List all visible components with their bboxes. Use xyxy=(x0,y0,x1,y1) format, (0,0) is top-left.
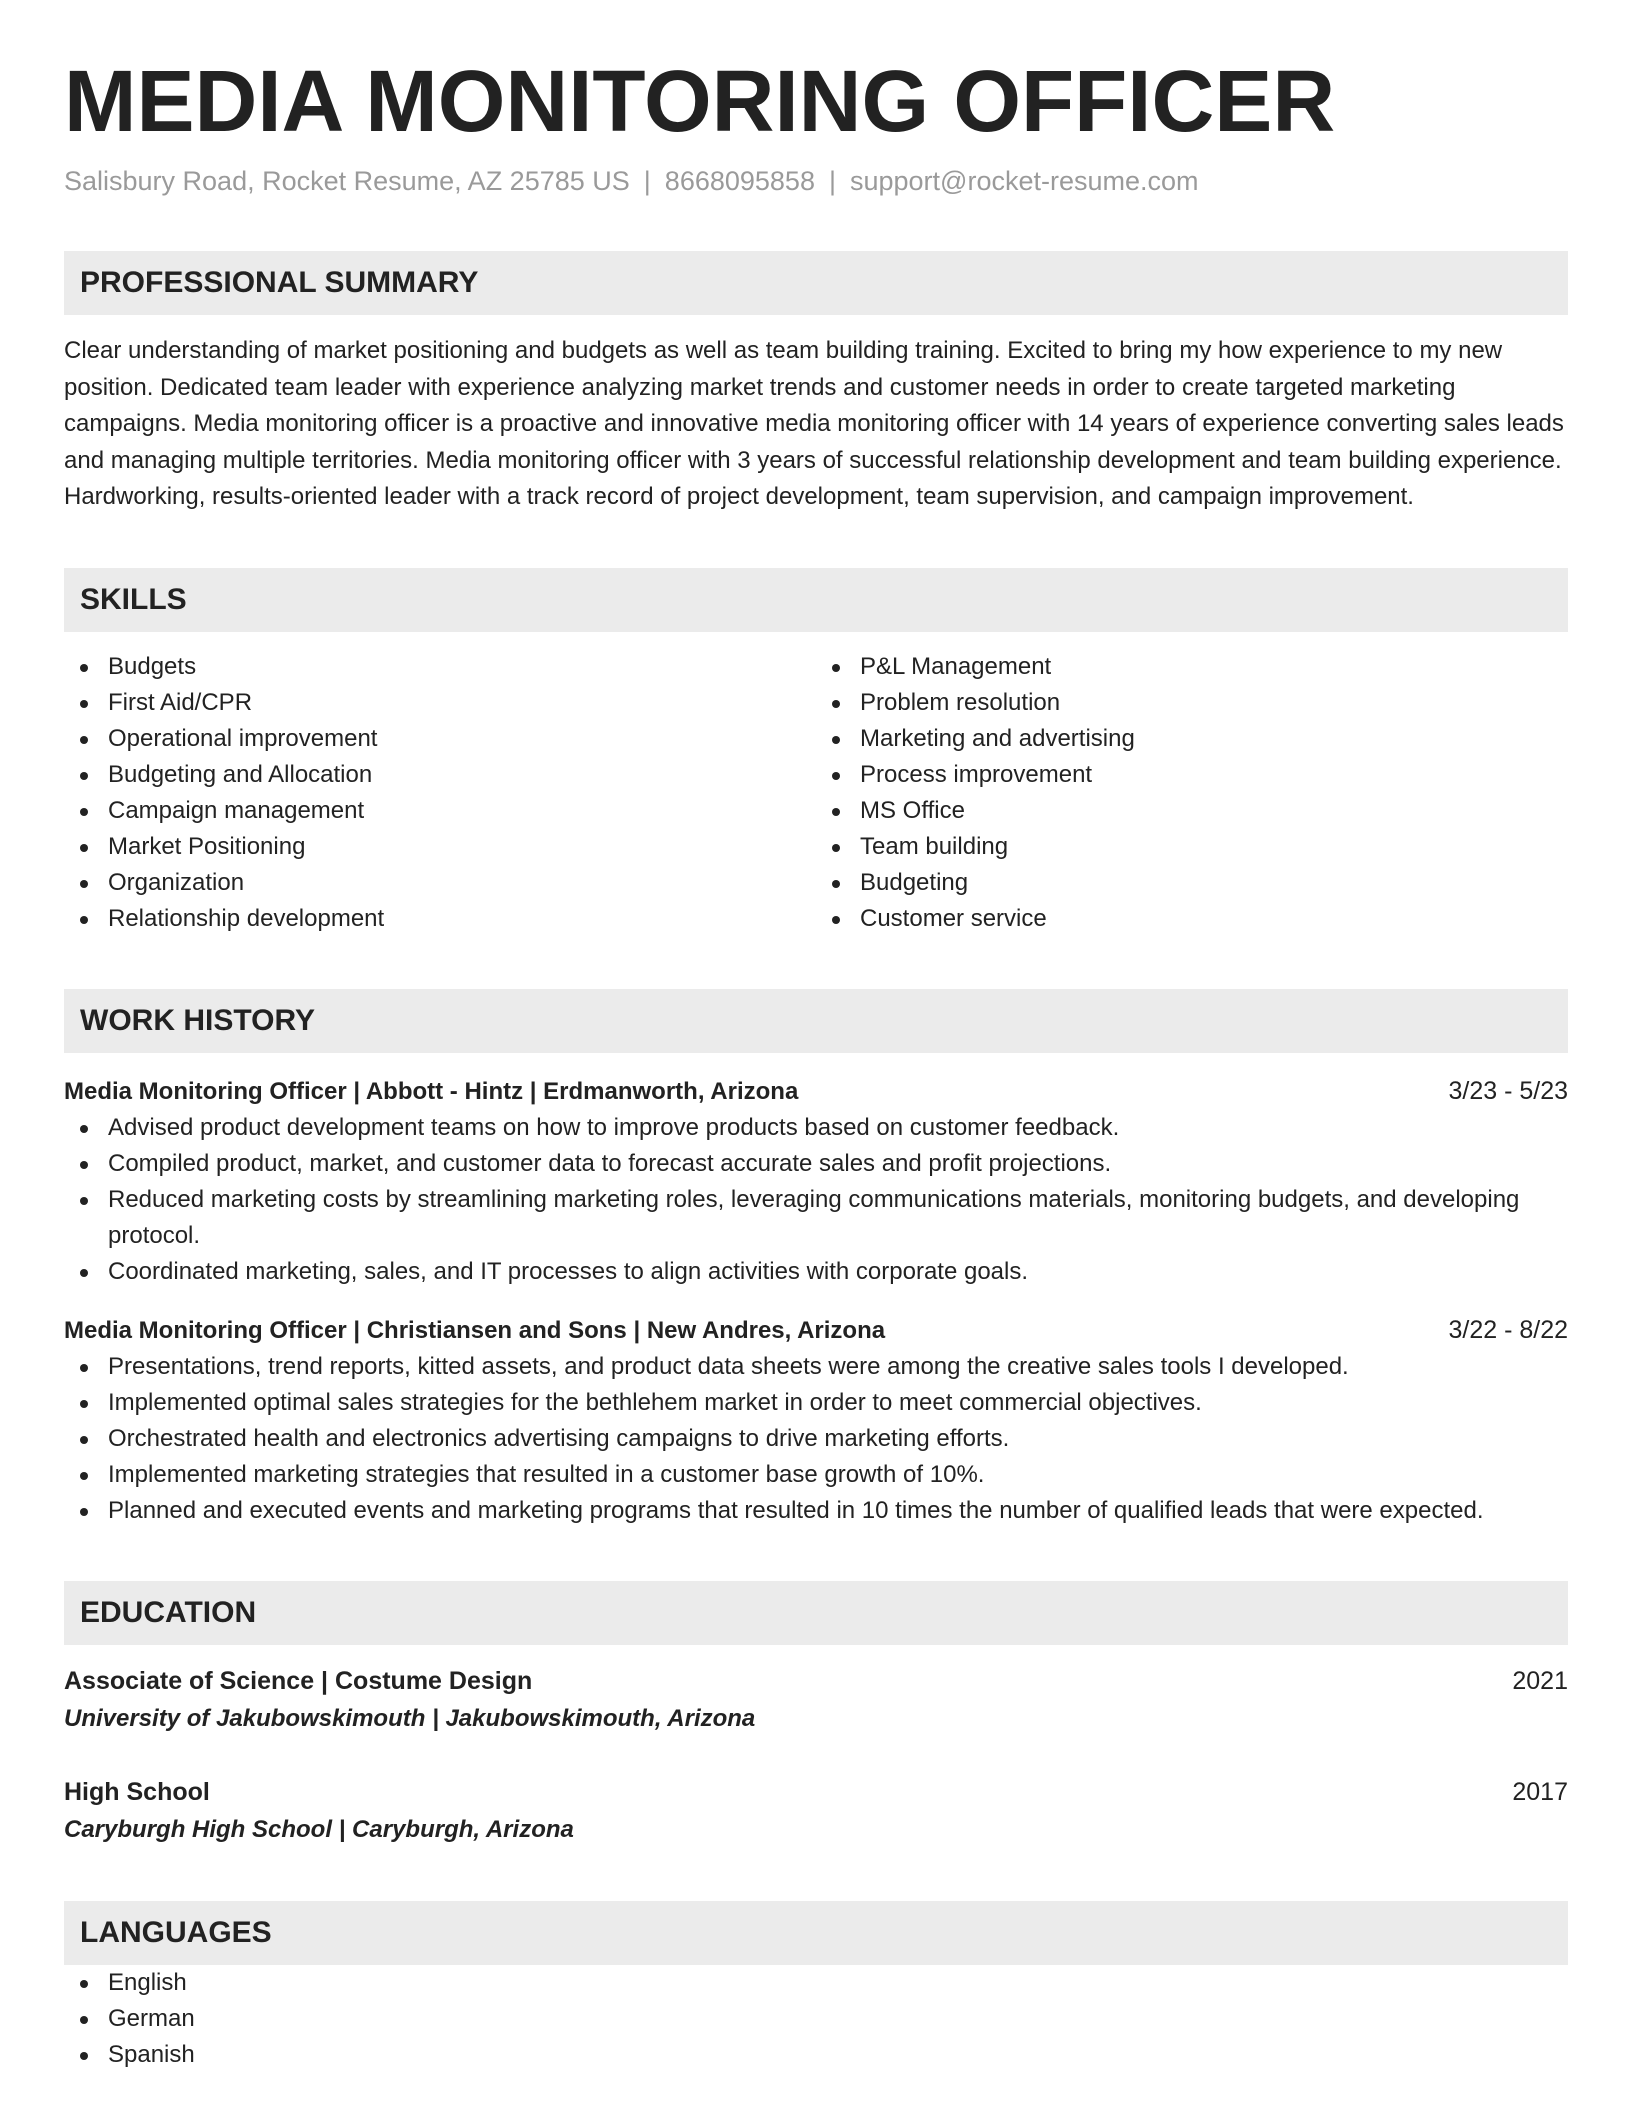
skill-item: Operational improvement xyxy=(64,721,816,757)
skills-list-left xyxy=(64,649,816,937)
skill-item: Team building xyxy=(816,829,1568,865)
job-dates: 3/22 - 8/22 xyxy=(1448,1315,1568,1344)
candidate-name: MEDIA MONITORING OFFICER xyxy=(64,53,1336,150)
job-bullet: Reduced marketing costs by streamlining marketing roles, leveraging communications materials, monitoring budgets, and developing protocol. xyxy=(64,1182,1568,1254)
language-item: German xyxy=(64,2001,1568,2037)
skill-item: Campaign management xyxy=(64,793,816,829)
skill-item: Marketing and advertising xyxy=(816,721,1568,757)
job-header xyxy=(64,1073,1568,1110)
education-entry xyxy=(64,1663,1568,1738)
education-degree: Associate of Science | Costume Design xyxy=(64,1666,533,1695)
job-title: Media Monitoring Officer | Christiansen and Sons | New Andres, Arizona xyxy=(64,1316,886,1344)
job-bullet: Compiled product, market, and customer data to forecast accurate sales and profit projections. xyxy=(64,1146,1568,1182)
education-school: University of Jakubowskimouth | Jakubowskimouth, Arizona xyxy=(64,1704,756,1732)
education-school: Caryburgh High School | Caryburgh, Arizona xyxy=(64,1815,574,1843)
job-header xyxy=(64,1312,1568,1349)
skill-item: Relationship development xyxy=(64,901,816,937)
contact-phone: 8668095858 xyxy=(664,166,815,197)
skill-item: Market Positioning xyxy=(64,829,816,865)
education-year: 2021 xyxy=(1512,1666,1568,1695)
skill-item: Budgeting and Allocation xyxy=(64,757,816,793)
skills-list-right xyxy=(816,649,1568,937)
contact-separator: | xyxy=(828,166,836,197)
education-entry xyxy=(64,1774,1568,1849)
skill-item: Problem resolution xyxy=(816,685,1568,721)
skill-item: Budgets xyxy=(64,649,816,685)
job-bullets xyxy=(64,1349,1568,1529)
skill-item: P&L Management xyxy=(816,649,1568,685)
languages-list xyxy=(64,1965,1568,2073)
skill-item: Organization xyxy=(64,865,816,901)
job-title: Media Monitoring Officer | Abbott - Hintz | Erdmanworth, Arizona xyxy=(64,1077,799,1105)
job-bullet: Implemented marketing strategies that resulted in a customer base growth of 10%. xyxy=(64,1457,1568,1493)
contact-separator: | xyxy=(643,166,651,197)
education-header xyxy=(64,1663,1568,1700)
skill-item: MS Office xyxy=(816,793,1568,829)
job-entry xyxy=(64,1312,1568,1529)
job-bullet: Implemented optimal sales strategies for the bethlehem market in order to meet commercial objectives. xyxy=(64,1385,1568,1421)
education-degree: High School xyxy=(64,1777,210,1806)
summary-text: Clear understanding of market positioning and budgets as well as team building training. Excited to bring my how experience to my new position. Dedicated team leader with experience analyzing market trends and customer needs in order to create targeted marketing campaigns. Media monitoring officer is a proactive and innovative media monitoring officer with 14 years of experience converting sales leads and managing multiple territories. Media monitoring officer with 3 years of successful relationship development and team building experience. Hardworking, results-oriented leader with a track record of project development, team supervision, and campaign improvement. xyxy=(64,337,1564,511)
contact-line xyxy=(64,164,1568,199)
contact-email: support@rocket-resume.com xyxy=(849,166,1199,197)
education-heading: EDUCATION xyxy=(64,1581,1568,1645)
job-bullet: Presentations, trend reports, kitted assets, and product data sheets were among the creative sales tools I developed. xyxy=(64,1349,1568,1385)
contact-address: Salisbury Road, Rocket Resume, AZ 25785 US xyxy=(64,166,630,197)
job-bullets xyxy=(64,1110,1568,1290)
job-entry xyxy=(64,1073,1568,1290)
work-history-heading: WORK HISTORY xyxy=(64,989,1568,1053)
skill-item: First Aid/CPR xyxy=(64,685,816,721)
job-bullet: Advised product development teams on how to improve products based on customer feedback. xyxy=(64,1110,1568,1146)
job-bullet: Coordinated marketing, sales, and IT processes to align activities with corporate goals. xyxy=(64,1254,1568,1290)
skill-item: Process improvement xyxy=(816,757,1568,793)
skill-item: Customer service xyxy=(816,901,1568,937)
skill-item: Budgeting xyxy=(816,865,1568,901)
summary-heading: PROFESSIONAL SUMMARY xyxy=(64,251,1568,315)
language-item: Spanish xyxy=(64,2037,1568,2073)
education-header xyxy=(64,1774,1568,1811)
skills-heading: SKILLS xyxy=(64,568,1568,632)
education-year: 2017 xyxy=(1512,1777,1568,1806)
language-item: English xyxy=(64,1965,1568,2001)
languages-heading: LANGUAGES xyxy=(64,1901,1568,1965)
job-dates: 3/23 - 5/23 xyxy=(1448,1076,1568,1105)
skills-columns xyxy=(64,649,1568,937)
job-bullet: Planned and executed events and marketing programs that resulted in 10 times the number of qualified leads that were expected. xyxy=(64,1493,1568,1529)
job-bullet: Orchestrated health and electronics advertising campaigns to drive marketing efforts. xyxy=(64,1421,1568,1457)
